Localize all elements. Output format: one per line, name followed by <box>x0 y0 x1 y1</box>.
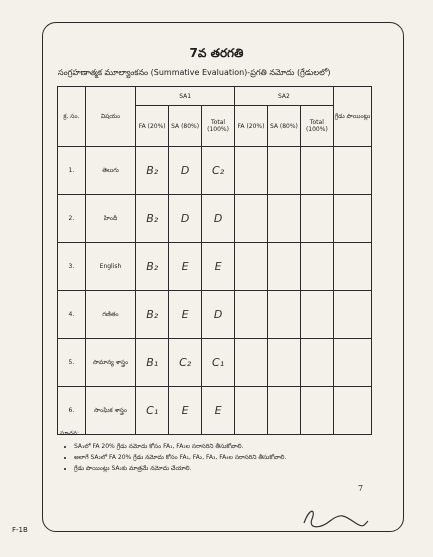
cell-sno: 2. <box>58 195 86 243</box>
grades-table <box>57 86 372 435</box>
cell-grade-points <box>333 195 371 243</box>
cell-sa2-total <box>300 339 333 387</box>
cell-sa2-sa <box>267 243 300 291</box>
cell-sa1-fa: C₁ <box>136 387 169 435</box>
table-row <box>58 147 372 195</box>
cell-sa1-fa: B₂ <box>136 147 169 195</box>
cell-sa2-total <box>300 243 333 291</box>
cell-sno: 1. <box>58 147 86 195</box>
signature <box>300 505 370 531</box>
cell-sa1-fa: B₂ <box>136 195 169 243</box>
cell-sa2-fa <box>235 147 268 195</box>
cell-sa1-fa: B₁ <box>136 339 169 387</box>
cell-sa2-total <box>300 195 333 243</box>
cell-sa1-sa: C₂ <box>169 339 202 387</box>
cell-subject: తెలుగు <box>85 147 135 195</box>
cell-sa2-sa <box>267 195 300 243</box>
header-sno: క్ర. సం. <box>58 87 86 147</box>
cell-sa1-total: E <box>202 243 235 291</box>
cell-sno: 5. <box>58 339 86 387</box>
header-sa2-total: Total (100%) <box>300 106 333 147</box>
cell-grade-points <box>333 291 371 339</box>
header-subject: విషయం <box>85 87 135 147</box>
cell-grade-points <box>333 339 371 387</box>
cell-sa1-sa: D <box>169 147 202 195</box>
cell-sa1-fa: B₂ <box>136 291 169 339</box>
table-row <box>58 339 372 387</box>
cell-sa1-sa: E <box>169 387 202 435</box>
cell-sa1-total: C₂ <box>202 147 235 195</box>
header-sa1-sa: SA (80%) <box>169 106 202 147</box>
cell-sa2-sa <box>267 339 300 387</box>
header-sa2: SA2 <box>235 87 334 106</box>
cell-sa1-sa: E <box>169 243 202 291</box>
cell-subject: సాంఘిక శాస్త్రం <box>85 387 135 435</box>
cell-subject: గణితం <box>85 291 135 339</box>
table-row <box>58 195 372 243</box>
cell-sa1-total: D <box>202 291 235 339</box>
cell-sa1-sa: D <box>169 195 202 243</box>
page-number: 7 <box>358 484 364 493</box>
cell-sa2-total <box>300 291 333 339</box>
table-row <box>58 243 372 291</box>
header-sa2-fa: FA (20%) <box>235 106 268 147</box>
cell-grade-points <box>333 147 371 195</box>
note-item: • SA₁లో FA 20% గ్రేడు నమోదు కోసం FA₁, FA₂ల సరాసరిని తీసుకోవాలి. <box>74 441 380 452</box>
cell-subject: సామాన్య శాస్త్రం <box>85 339 135 387</box>
header-grade-points: గ్రేడు పాయింట్లు <box>333 87 371 147</box>
cell-sno: 4. <box>58 291 86 339</box>
cell-sa1-total: E <box>202 387 235 435</box>
header-sa1-total: Total (100%) <box>202 106 235 147</box>
table-row <box>58 291 372 339</box>
cell-sa2-fa <box>235 291 268 339</box>
note-item: • అలాగే SA₂లో FA 20% గ్రేడు నమోదు కోసం FA₁, FA₂, FA₃, FA₄ల సరాసరిని తీసుకోవాలి. <box>74 452 380 463</box>
cell-sa1-total: D <box>202 195 235 243</box>
cell-subject: English <box>85 243 135 291</box>
cell-sa1-sa: E <box>169 291 202 339</box>
cell-subject: హిందీ <box>85 195 135 243</box>
cell-sa2-fa <box>235 339 268 387</box>
header-sa1-fa: FA (20%) <box>136 106 169 147</box>
cell-sa2-sa <box>267 147 300 195</box>
cell-sa2-fa <box>235 243 268 291</box>
cell-sno: 3. <box>58 243 86 291</box>
cell-sa1-total: C₁ <box>202 339 235 387</box>
cell-grade-points <box>333 243 371 291</box>
cell-sa2-total <box>300 147 333 195</box>
page-subtitle: సంగ్రహణాత్మక మూల్యాంకనం (Summative Evaluation)-ప్రగతి నమోదు (గ్రేడులలో) <box>58 68 331 77</box>
notes <box>60 428 380 474</box>
cell-sa2-fa <box>235 195 268 243</box>
form-code: F-1B <box>12 526 28 534</box>
header-sa1: SA1 <box>136 87 235 106</box>
cell-sno: 6. <box>58 387 86 435</box>
cell-sa2-sa <box>267 291 300 339</box>
page-title: 7వ తరగతి <box>189 46 244 60</box>
notes-heading: సూచన: <box>60 430 80 437</box>
header-sa2-sa: SA (80%) <box>267 106 300 147</box>
cell-sa1-fa: B₂ <box>136 243 169 291</box>
note-item: • గ్రేడు పాయింట్లు SA₂కు మాత్రమే నమోదు చేయాలి. <box>74 463 380 474</box>
